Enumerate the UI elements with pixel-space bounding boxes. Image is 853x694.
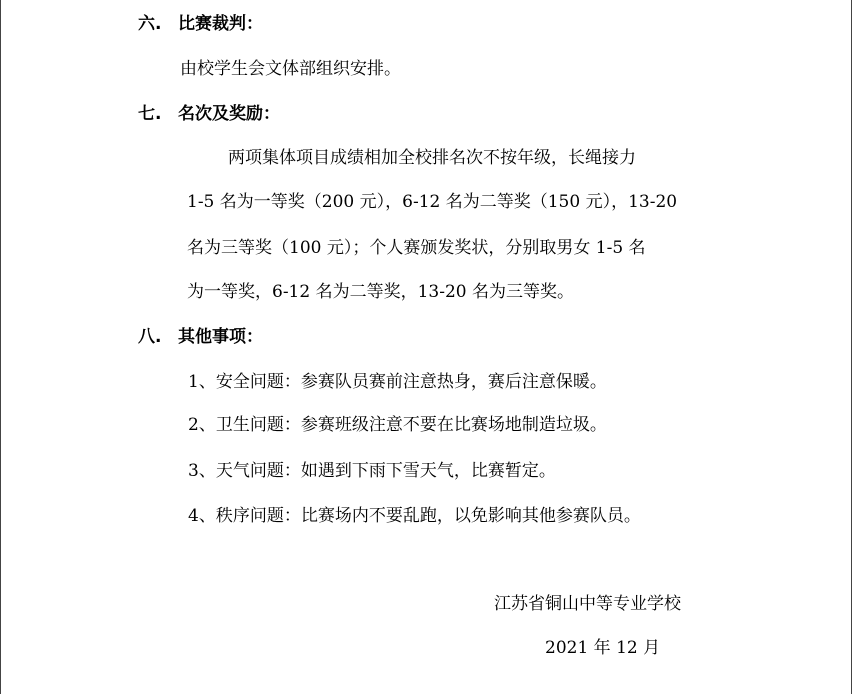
awards-paragraph-line: 1-5 名为一等奖（200 元），6-12 名为二等奖（150 元），13-20 — [187, 192, 678, 212]
section-title: 名次及奖励： — [178, 104, 280, 124]
section-judges-text: 由校学生会文体部组织安排。 — [180, 59, 401, 79]
section-other-heading — [138, 325, 263, 349]
section-number: 八. — [138, 327, 162, 347]
other-list-item: 4、秩序问题：比赛场内不要乱跑，以免影响其他参赛队员。 — [188, 506, 641, 526]
section-awards-heading — [138, 102, 280, 126]
section-number: 七. — [138, 104, 162, 124]
section-title: 比赛裁判： — [178, 14, 263, 34]
signature-school: 江苏省铜山中等专业学校 — [494, 594, 681, 614]
other-list-item: 1、安全问题：参赛队员赛前注意热身，赛后注意保暖。 — [188, 372, 607, 392]
section-title: 其他事项： — [178, 327, 263, 347]
section-judges-heading — [138, 12, 263, 36]
signature-date: 2021 年 12 月 — [545, 638, 661, 658]
other-list-item: 3、天气问题：如遇到下雨下雪天气，比赛暂定。 — [188, 461, 556, 481]
awards-paragraph-line: 两项集体项目成绩相加全校排名次不按年级，长绳接力 — [228, 148, 636, 168]
page-left-border — [0, 0, 1, 694]
section-number: 六. — [138, 14, 162, 34]
other-list-item: 2、卫生问题：参赛班级注意不要在比赛场地制造垃圾。 — [188, 415, 607, 435]
page-right-border — [851, 0, 852, 694]
awards-paragraph-line: 为一等奖，6-12 名为二等奖，13-20 名为三等奖。 — [187, 282, 575, 302]
awards-paragraph-line: 名为三等奖（100 元）；个人赛颁发奖状，分别取男女 1-5 名 — [187, 238, 646, 258]
